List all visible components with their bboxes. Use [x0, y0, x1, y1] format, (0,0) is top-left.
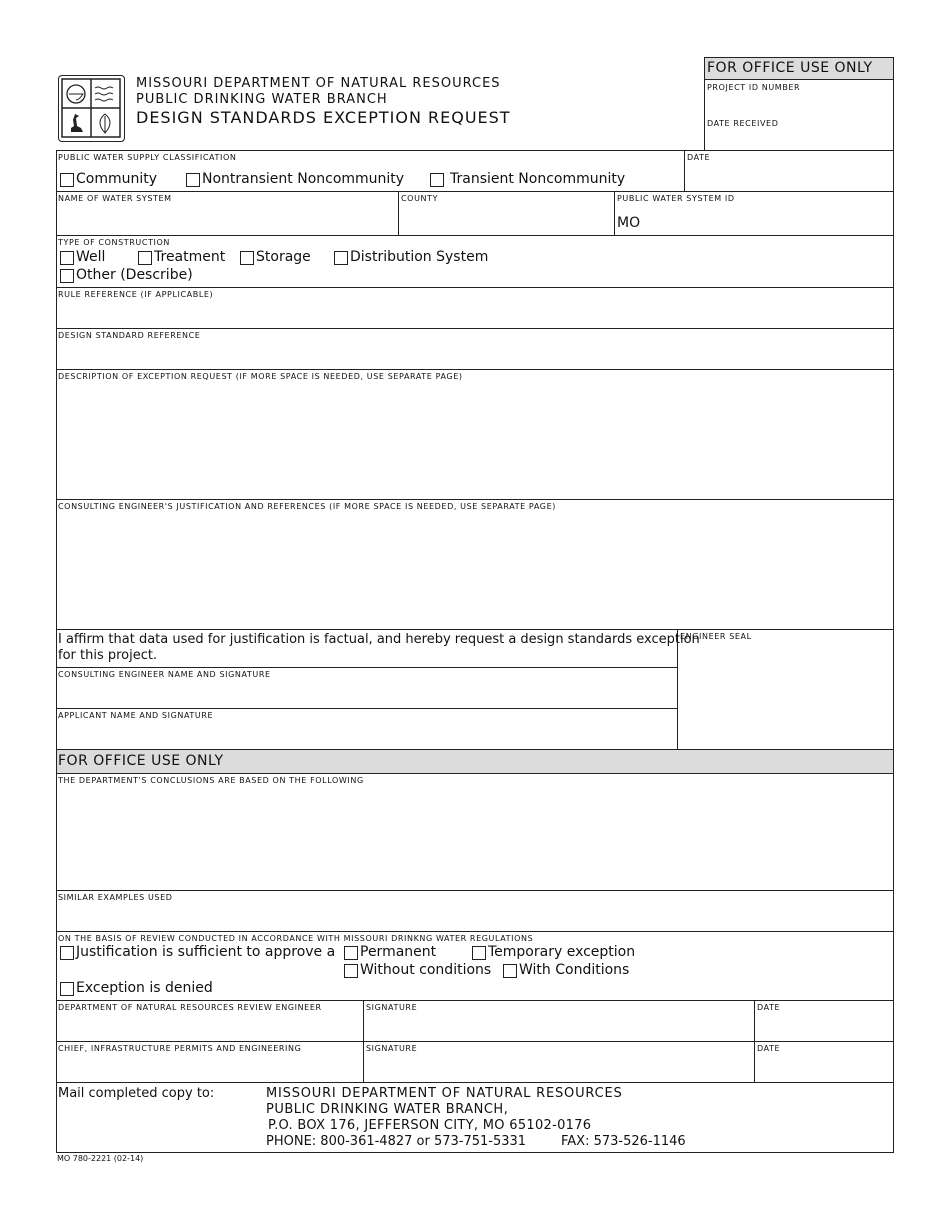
review-engineer-date-field[interactable]	[756, 1015, 892, 1041]
branch-name: PUBLIC DRINKING WATER BRANCH	[136, 92, 388, 107]
consulting-engineer-label: CONSULTING ENGINEER NAME AND SIGNATURE	[58, 670, 271, 679]
mail-address-line1: MISSOURI DEPARTMENT OF NATURAL RESOURCES	[266, 1086, 623, 1101]
chief-signature-field[interactable]	[365, 1056, 753, 1082]
affirm-statement-line2: for this project.	[58, 648, 158, 663]
with-conditions-checkbox[interactable]	[503, 964, 517, 978]
design-standard-field[interactable]	[57, 343, 893, 369]
nontransient-label: Nontransient Noncommunity	[202, 171, 405, 187]
chief-date-label: DATE	[757, 1044, 781, 1053]
applicant-label: APPLICANT NAME AND SIGNATURE	[58, 711, 214, 720]
form-title: DESIGN STANDARDS EXCEPTION REQUEST	[136, 108, 511, 127]
other-label: Other (Describe)	[76, 267, 193, 283]
nontransient-checkbox[interactable]	[186, 173, 200, 187]
review-engineer-label: DEPARTMENT OF NATURAL RESOURCES REVIEW ENGINEER	[58, 1003, 322, 1012]
other-checkbox[interactable]	[60, 269, 74, 283]
rule-reference-label: RULE REFERENCE (IF APPLICABLE)	[58, 290, 214, 299]
chief-label: CHIEF, INFRASTRUCTURE PERMITS AND ENGINEERING	[58, 1044, 302, 1053]
mail-fax: FAX: 573-526-1146	[561, 1134, 686, 1149]
justification-field[interactable]	[57, 514, 893, 629]
review-engineer-signature-label: SIGNATURE	[366, 1003, 418, 1012]
date-label: DATE	[687, 153, 711, 162]
water-system-id-prefix: MO	[617, 215, 641, 231]
chief-field[interactable]	[57, 1056, 362, 1082]
examples-field[interactable]	[57, 905, 893, 931]
community-label: Community	[76, 171, 158, 187]
treatment-label: Treatment	[154, 249, 226, 265]
description-field[interactable]	[57, 384, 893, 499]
design-standard-label: DESIGN STANDARD REFERENCE	[58, 331, 201, 340]
storage-label: Storage	[256, 249, 311, 265]
description-label: DESCRIPTION OF EXCEPTION REQUEST (IF MORE SPACE IS NEEDED, USE SEPARATE PAGE)	[58, 372, 463, 381]
classification-label: PUBLIC WATER SUPPLY CLASSIFICATION	[58, 153, 237, 162]
conclusions-label: THE DEPARTMENT'S CONCLUSIONS ARE BASED ON THE FOLLOWING	[58, 776, 364, 785]
transient-checkbox[interactable]	[430, 173, 444, 187]
temporary-label: Temporary exception	[488, 944, 636, 960]
rule-reference-field[interactable]	[57, 302, 893, 328]
permanent-label: Permanent	[360, 944, 437, 960]
review-engineer-field[interactable]	[57, 1015, 362, 1041]
review-engineer-signature-field[interactable]	[365, 1015, 753, 1041]
well-label: Well	[76, 249, 106, 265]
affirm-statement-line1: I affirm that data used for justification is factual, and hereby request a design standards exception	[58, 632, 700, 647]
exception-denied-label: Exception is denied	[76, 980, 213, 996]
date-received-field[interactable]	[705, 130, 893, 150]
date-received-label: DATE RECEIVED	[707, 119, 779, 128]
treatment-checkbox[interactable]	[138, 251, 152, 265]
temporary-checkbox[interactable]	[472, 946, 486, 960]
agency-name: MISSOURI DEPARTMENT OF NATURAL RESOURCES	[136, 76, 501, 91]
community-checkbox[interactable]	[60, 173, 74, 187]
without-conditions-checkbox[interactable]	[344, 964, 358, 978]
review-engineer-date-label: DATE	[757, 1003, 781, 1012]
mail-phone: PHONE: 800-361-4827 or 573-751-5331	[266, 1134, 527, 1149]
water-system-name-label: NAME OF WATER SYSTEM	[58, 194, 172, 203]
well-checkbox[interactable]	[60, 251, 74, 265]
permanent-checkbox[interactable]	[344, 946, 358, 960]
conclusions-field[interactable]	[57, 788, 893, 890]
storage-checkbox[interactable]	[240, 251, 254, 265]
office-use-section-title: FOR OFFICE USE ONLY	[58, 753, 224, 769]
distribution-label: Distribution System	[350, 249, 489, 265]
justification-sufficient-checkbox[interactable]	[60, 946, 74, 960]
office-use-box-title-text: FOR OFFICE USE ONLY	[707, 60, 873, 76]
applicant-field[interactable]	[57, 723, 676, 749]
without-conditions-label: Without conditions	[360, 962, 492, 978]
mail-address-line2: PUBLIC DRINKING WATER BRANCH,	[266, 1102, 509, 1117]
county-label: COUNTY	[401, 194, 439, 203]
date-field[interactable]	[686, 164, 892, 190]
engineer-seal-area[interactable]	[679, 644, 893, 749]
distribution-checkbox[interactable]	[334, 251, 348, 265]
examples-label: SIMILAR EXAMPLES USED	[58, 893, 173, 902]
with-conditions-label: With Conditions	[519, 962, 630, 978]
form-number: MO 780-2221 (02-14)	[57, 1154, 144, 1163]
project-id-label: PROJECT ID NUMBER	[707, 83, 801, 92]
justification-label: CONSULTING ENGINEER'S JUSTIFICATION AND REFERENCES (IF MORE SPACE IS NEEDED, USE SEPARATE PAGE)	[58, 502, 556, 511]
project-id-field[interactable]	[705, 94, 893, 114]
transient-label: Transient Noncommunity	[450, 171, 626, 187]
construction-label: TYPE OF CONSTRUCTION	[58, 238, 170, 247]
water-system-name-field[interactable]	[57, 206, 397, 234]
county-field[interactable]	[400, 206, 613, 234]
agency-logo	[58, 75, 125, 142]
water-system-id-field[interactable]	[640, 206, 892, 234]
justification-sufficient-label: Justification is sufficient to approve a	[76, 944, 336, 960]
chief-date-field[interactable]	[756, 1056, 892, 1082]
engineer-seal-label: ENGINEER SEAL	[680, 632, 752, 641]
chief-signature-label: SIGNATURE	[366, 1044, 418, 1053]
mail-address-line3: P.O. BOX 176, JEFFERSON CITY, MO 65102-0176	[268, 1118, 592, 1133]
mail-label: Mail completed copy to:	[58, 1086, 215, 1101]
consulting-engineer-field[interactable]	[57, 682, 676, 707]
review-label: ON THE BASIS OF REVIEW CONDUCTED IN ACCORDANCE WITH MISSOURI DRINKNG WATER REGULATIONS	[58, 934, 534, 943]
exception-denied-checkbox[interactable]	[60, 982, 74, 996]
water-system-id-label: PUBLIC WATER SYSTEM ID	[617, 194, 735, 203]
